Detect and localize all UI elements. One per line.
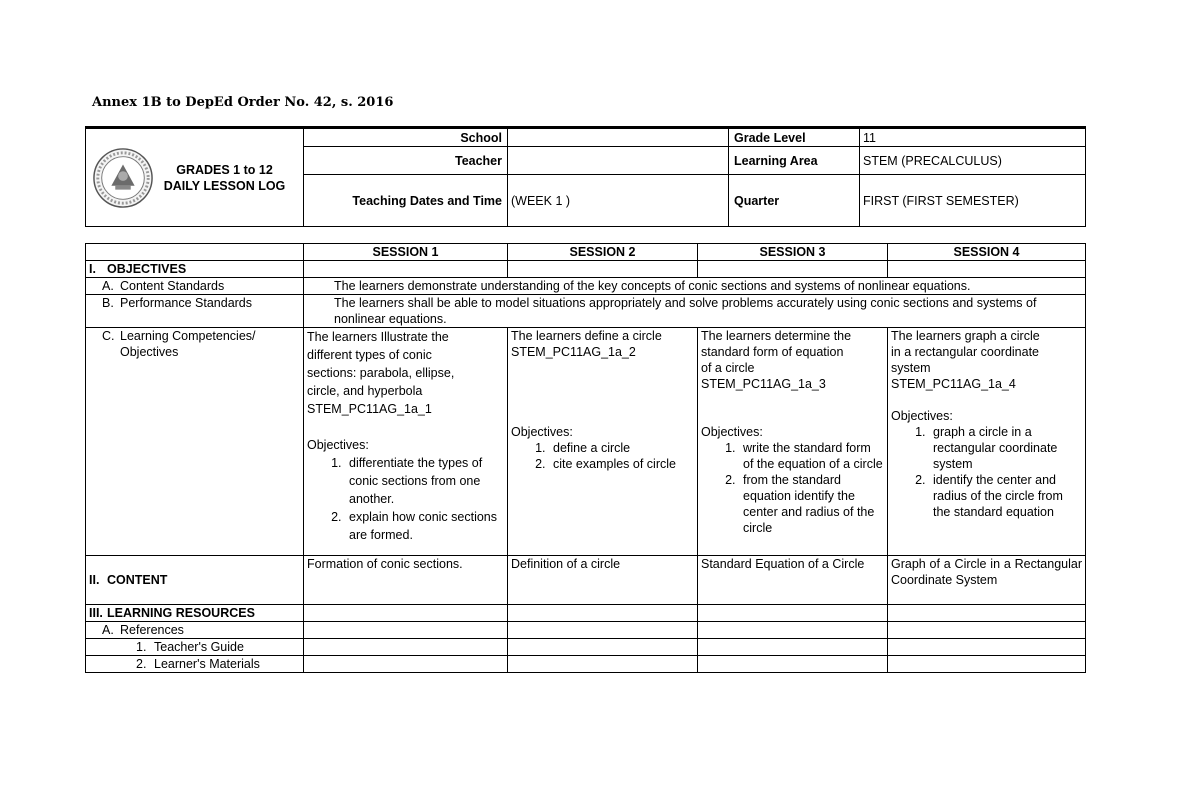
learning-resources-heading: III. LEARNING RESOURCES bbox=[86, 605, 304, 622]
log-title-line1: GRADES 1 to 12 bbox=[176, 162, 273, 177]
competency-session-2: The learners define a circle STEM_PC11AG_1a_2 Objectives: 1. define a circle 2. cite examples of circle bbox=[508, 328, 698, 556]
objective-item: 2. explain how conic sections are formed. bbox=[345, 508, 504, 544]
teachers-guide-session-2[interactable] bbox=[508, 639, 698, 656]
competency-session-3: The learners determine the standard form of equation of a circle STEM_PC11AG_1a_3 Objectives: 1. write the standard form of the equation of a circle 2. from the standard equation identify the center and radius of the circle bbox=[698, 328, 888, 556]
competency-session-1: The learners Illustrate the different types of conic sections: parabola, ellipse, circle, and hyperbola STEM_PC11AG_1a_1 Objectives: 1. differentiate the types of conic sections from one another. 2. explain how conic sections are formed. bbox=[304, 328, 508, 556]
school-value[interactable] bbox=[508, 128, 729, 147]
objectives-session-3[interactable] bbox=[698, 261, 888, 278]
resources-session-4[interactable] bbox=[888, 605, 1086, 622]
quarter-label: Quarter bbox=[729, 175, 860, 227]
resources-session-1[interactable] bbox=[304, 605, 508, 622]
objective-item: 2. identify the center and radius of the circle from the standard equation bbox=[929, 472, 1082, 520]
content-session-1: Formation of conic sections. bbox=[304, 556, 508, 605]
objective-item: 1. write the standard form of the equation of a circle bbox=[739, 440, 884, 472]
content-session-2: Definition of a circle bbox=[508, 556, 698, 605]
learning-area-value[interactable]: STEM (PRECALCULUS) bbox=[860, 147, 1086, 175]
content-standards-text: The learners demonstrate understanding of the key concepts of conic sections and systems of nonlinear equations. bbox=[304, 278, 1086, 295]
objective-item: 2. from the standard equation identify the center and radius of the circle bbox=[739, 472, 884, 536]
teachers-guide-session-1[interactable] bbox=[304, 639, 508, 656]
competencies-label: C. Learning Competencies/ Objectives bbox=[86, 328, 304, 556]
log-title-line2: DAILY LESSON LOG bbox=[163, 178, 286, 193]
performance-standards-label: B. Performance Standards bbox=[86, 295, 304, 328]
session-4-header: SESSION 4 bbox=[888, 244, 1086, 261]
session-3-header: SESSION 3 bbox=[698, 244, 888, 261]
grade-level-label: Grade Level bbox=[729, 128, 860, 147]
teacher-value[interactable] bbox=[508, 147, 729, 175]
objective-item: 1. differentiate the types of conic sections from one another. bbox=[345, 454, 504, 508]
annex-title: Annex 1B to DepEd Order No. 42, s. 2016 bbox=[92, 95, 394, 110]
references-session-3[interactable] bbox=[698, 622, 888, 639]
learners-materials-session-2[interactable] bbox=[508, 656, 698, 673]
content-standards-label: A. Content Standards bbox=[86, 278, 304, 295]
teachers-guide-session-3[interactable] bbox=[698, 639, 888, 656]
teachers-guide-session-4[interactable] bbox=[888, 639, 1086, 656]
objectives-session-2[interactable] bbox=[508, 261, 698, 278]
grade-level-value[interactable]: 11 bbox=[860, 128, 1086, 147]
session-header-blank bbox=[86, 244, 304, 261]
references-label: A. References bbox=[86, 622, 304, 639]
objectives-session-1[interactable] bbox=[304, 261, 508, 278]
teachers-guide-label: 1. Teacher's Guide bbox=[86, 639, 304, 656]
resources-session-2[interactable] bbox=[508, 605, 698, 622]
references-session-2[interactable] bbox=[508, 622, 698, 639]
objective-item: 1. graph a circle in a rectangular coordinate system bbox=[929, 424, 1082, 472]
references-session-4[interactable] bbox=[888, 622, 1086, 639]
content-session-3: Standard Equation of a Circle bbox=[698, 556, 888, 605]
teacher-label: Teacher bbox=[304, 147, 508, 175]
content-session-4: Graph of a Circle in a Rectangular Coordinate System bbox=[888, 556, 1086, 605]
header-table bbox=[85, 126, 1086, 227]
objective-item: 1. define a circle bbox=[549, 440, 694, 456]
teaching-dates-label: Teaching Dates and Time bbox=[304, 175, 508, 227]
resources-session-3[interactable] bbox=[698, 605, 888, 622]
learners-materials-session-3[interactable] bbox=[698, 656, 888, 673]
objective-item: 2. cite examples of circle bbox=[549, 456, 694, 472]
lesson-log-table bbox=[85, 243, 1086, 673]
competency-session-4: The learners graph a circle in a rectangular coordinate system STEM_PC11AG_1a_4 Objectives: 1. graph a circle in a rectangular coordinate system 2. identify the center and radius of the circle from the standard equation bbox=[888, 328, 1086, 556]
session-2-header: SESSION 2 bbox=[508, 244, 698, 261]
session-1-header: SESSION 1 bbox=[304, 244, 508, 261]
learning-area-label: Learning Area bbox=[729, 147, 860, 175]
school-label: School bbox=[304, 128, 508, 147]
learners-materials-label: 2. Learner's Materials bbox=[86, 656, 304, 673]
header-logo-cell bbox=[86, 128, 304, 227]
deped-seal-icon bbox=[92, 147, 154, 209]
content-heading: II. CONTENT bbox=[86, 556, 304, 605]
references-session-1[interactable] bbox=[304, 622, 508, 639]
learners-materials-session-1[interactable] bbox=[304, 656, 508, 673]
objectives-heading: I. OBJECTIVES bbox=[86, 261, 304, 278]
objectives-session-4[interactable] bbox=[888, 261, 1086, 278]
teaching-dates-value[interactable]: (WEEK 1 ) bbox=[508, 175, 729, 227]
quarter-value[interactable]: FIRST (FIRST SEMESTER) bbox=[860, 175, 1086, 227]
performance-standards-text: The learners shall be able to model situations appropriately and solve problems accurately using conic sections and systems of nonlinear equations. bbox=[304, 295, 1086, 328]
learners-materials-session-4[interactable] bbox=[888, 656, 1086, 673]
